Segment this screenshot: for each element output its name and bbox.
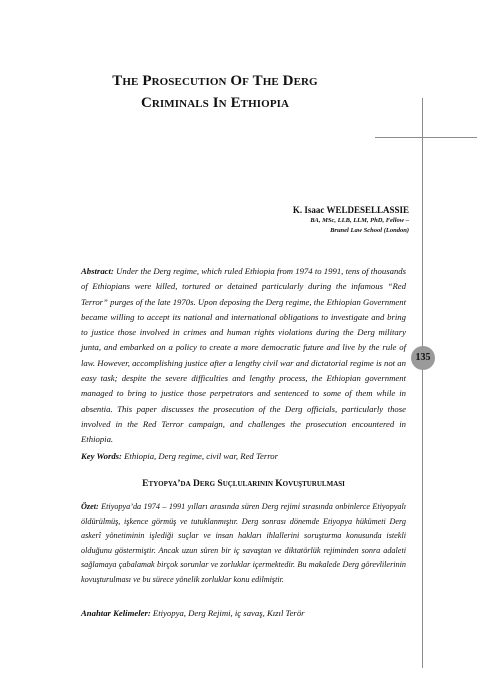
ozet-paragraph (81, 500, 406, 588)
page-number-badge: 135 (411, 346, 435, 370)
keywords-label: Key Words: (81, 451, 122, 461)
keywords-line (81, 449, 411, 463)
author-name: K. Isaac WELDESELLASSIE (292, 205, 409, 215)
anahtar-kelimeler-line (81, 606, 411, 620)
article-title-line-2: Criminals In Ethiopia (140, 95, 290, 111)
author-block (293, 204, 409, 236)
vertical-rule (422, 98, 423, 668)
horizontal-rule (375, 137, 477, 138)
abstract-text: Under the Derg regime, which ruled Ethiopia from 1974 to 1991, tens of thousands of Ethiopians were killed, tortured or detained particularly during the infamous “Red Terror” purges of the late 1970s. Upon deposing the Derg regime, the Ethiopian Government became willing to accept its national and international obligations to investigate and bring to justice those involved in crimes and human rights violations during the Derg military junta, and embarked on a policy to create a more democratic future and live by the rule of law. However, accomplishing justice after a lengthy civil war and dictatorial regime is not an easy task; despite the severe difficulties and lengthy process, the Ethiopian government managed to bring to justice those perpetrators and sentenced to some of them while in absentia. This paper discusses the prosecution of the Derg officials, particularly those involved in the Red Terror campaign, and challenges the prosecution encountered in Ethiopia. (81, 266, 407, 445)
anahtar-text: Etiyopya, Derg Rejimi, iç savaş, Kızıl Terör (152, 608, 305, 618)
anahtar-label: Anahtar Kelimeler: (81, 608, 151, 618)
article-title (40, 70, 390, 114)
keywords-text: Ethiopia, Derg regime, civil war, Red Terror (124, 451, 278, 461)
article-title-line-1: The Prosecution Of The Derg (112, 73, 318, 89)
abstract-paragraph (81, 264, 406, 448)
turkish-title: Etyopya’da Derg Suçlularının Kovuşturulması (142, 479, 345, 489)
ozet-label: Özet: (81, 502, 99, 511)
author-credentials-line-2: Brunel Law School (London) (330, 227, 409, 234)
abstract-label: Abstract: (81, 266, 114, 276)
ozet-text: Etiyopya’da 1974 – 1991 yılları arasında süren Derg rejimi sırasında onbinlerce Etiyopyalı öldürülmüş, işkence görmüş ve tutuklanmıştır. Derg sonrası dönemde Etiyopya hükümeti Derg askerî yönetiminin işlediği suçlar ve insan hakları ihlallerini soruşturma konusunda istekli olduğunu göstermiştir. Ancak uzun süren bir iç savaştan ve diktatörlük rejiminden sonra adaleti sağlamaya çabalamak birçok sorunlar ve zorluklar içermektedir. Bu makalede Derg görevlilerinin kovuşturulması ve bu sürece yönelik zorluklar konu edilmiştir. (81, 502, 407, 584)
author-credentials-line-1: BA, MSc, LLB, LLM, PhD, Fellow – (310, 217, 409, 224)
